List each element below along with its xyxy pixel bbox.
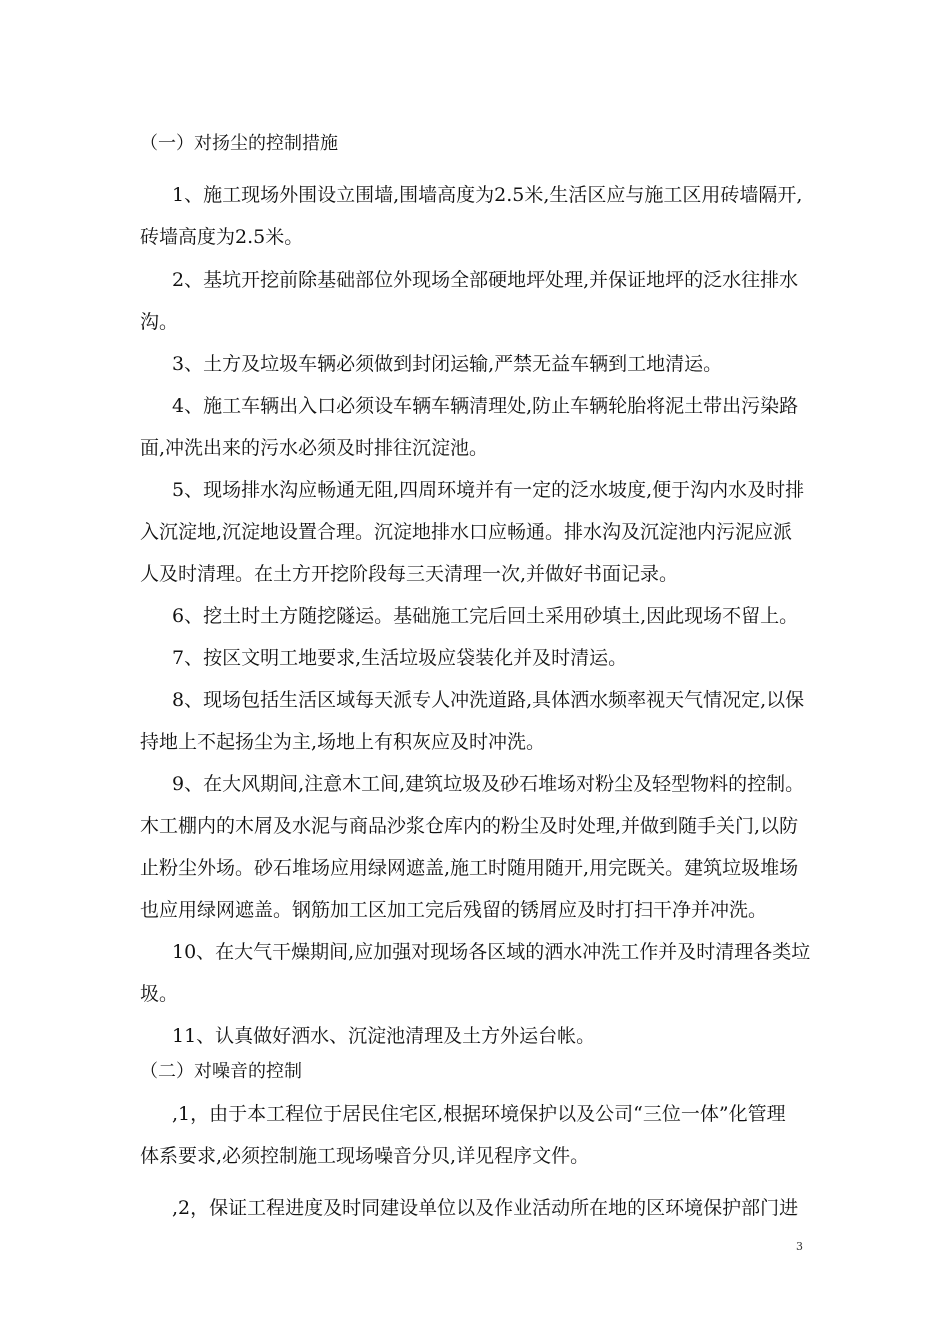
section-heading-noise: （二）对噪音的控制: [140, 1061, 302, 1082]
paragraph-line: 也应用绿网遮盖。钢筋加工区加工完后残留的锈屑应及时打扫干净并冲洗。: [140, 899, 768, 921]
paragraph-line: 1、施工现场外围设立围墙,围墙高度为2.5米,生活区应与施工区用砖墙隔开,: [172, 184, 803, 206]
paragraph-line: 3、土方及垃圾车辆必须做到封闭运输,严禁无益车辆到工地清运。: [172, 353, 723, 375]
paragraph-line: 木工棚内的木屑及水泥与商品沙浆仓库内的粉尘及时处理,并做到随手关门,以防: [140, 815, 799, 837]
paragraph-line: 8、现场包括生活区域每天派专人冲洗道路,具体洒水频率视天气情况定,以保: [172, 689, 805, 711]
paragraph-line: 4、施工车辆出入口必须设车辆车辆清理处,防止车辆轮胎将泥土带出污染路: [172, 395, 799, 417]
paragraph-line: ,1，由于本工程位于居民住宅区,根据环境保护以及公司“三位一体”化管理: [172, 1103, 786, 1125]
paragraph-line: 持地上不起扬尘为主,场地上有积灰应及时冲洗。: [140, 731, 546, 753]
paragraph-line: 9、在大风期间,注意木工间,建筑垃圾及砂石堆场对粉尘及轻型物料的控制。: [172, 773, 805, 795]
paragraph-line: 2、基坑开挖前除基础部位外现场全部硬地坪处理,并保证地坪的泛水往排水: [172, 269, 799, 291]
paragraph-line: 沟。: [140, 311, 179, 333]
paragraph-line: 11、认真做好洒水、沉淀池清理及土方外运台帐。: [172, 1025, 596, 1047]
paragraph-line: ,2，保证工程进度及时同建设单位以及作业活动所在地的区环境保护部门进: [172, 1197, 799, 1219]
section-heading-dust: （一）对扬尘的控制措施: [140, 133, 338, 154]
paragraph-line: 人及时清理。在土方开挖阶段每三天清理一次,并做好书面记录。: [140, 563, 679, 585]
page-number: 3: [796, 1240, 803, 1253]
paragraph-line: 5、现场排水沟应畅通无阻,四周环境并有一定的泛水坡度,便于沟内水及时排: [172, 479, 805, 501]
paragraph-line: 止粉尘外场。砂石堆场应用绿网遮盖,施工时随用随开,用完既关。建筑垃圾堆场: [140, 857, 799, 879]
paragraph-line: 10、在大气干燥期间,应加强对现场各区域的洒水冲洗工作并及时清理各类垃: [172, 941, 811, 963]
paragraph-line: 6、挖土时土方随挖隧运。基础施工完后回土采用砂填土,因此现场不留上。: [172, 605, 799, 627]
paragraph-line: 入沉淀地,沉淀地设置合理。沉淀地排水口应畅通。排水沟及沉淀池内污泥应派: [140, 521, 793, 543]
paragraph-line: 7、按区文明工地要求,生活垃圾应袋装化并及时清运。: [172, 647, 628, 669]
paragraph-line: 圾。: [140, 983, 179, 1005]
paragraph-line: 体系要求,必须控制施工现场噪音分贝,详见程序文件。: [140, 1145, 590, 1167]
paragraph-line: 砖墙高度为2.5米。: [140, 226, 304, 248]
paragraph-line: 面,冲洗出来的污水必须及时排往沉淀池。: [140, 437, 489, 459]
